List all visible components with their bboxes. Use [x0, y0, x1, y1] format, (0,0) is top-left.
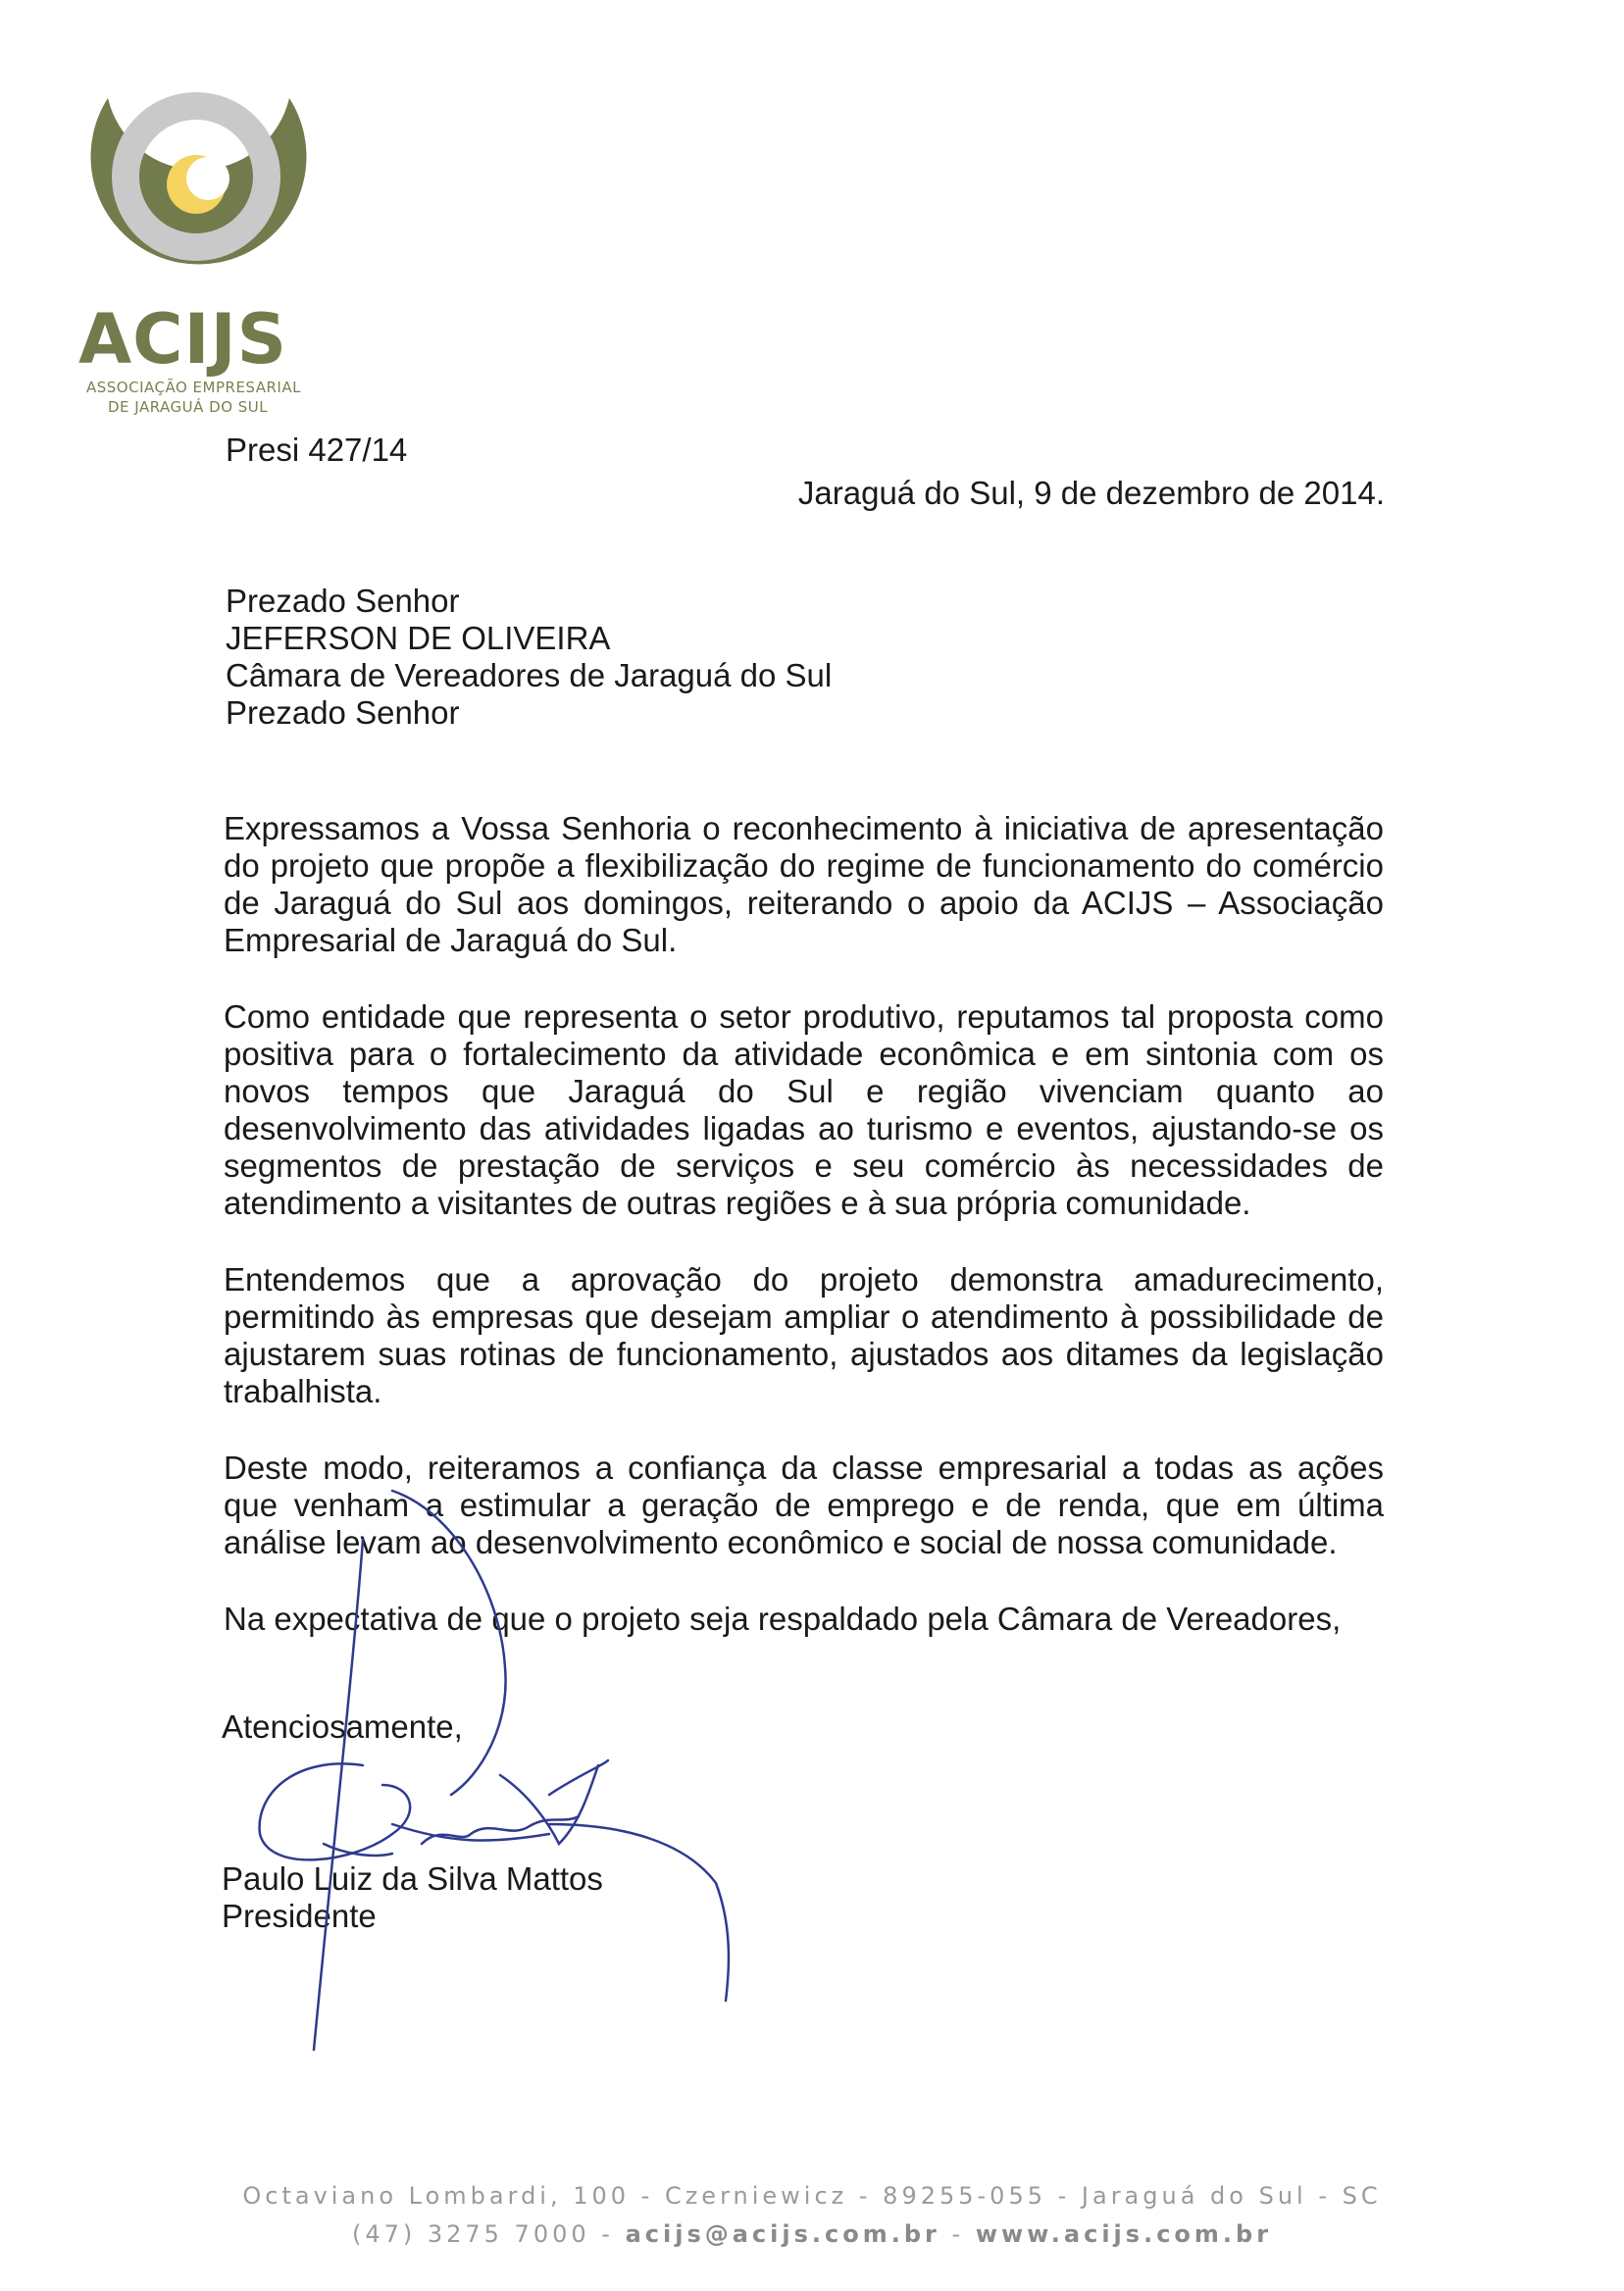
footer-address: Octaviano Lombardi, 100 - Czerniewicz - 89255-055 - Jaraguá do Sul - SC — [242, 2182, 1382, 2210]
signatory-title: Presidente — [222, 1898, 377, 1934]
body-paragraph: Entendemos que a aprovação do projeto demonstra amadurecimento, permitindo às empresas que desejam ampliar o atendimento à possibilidade de ajustarem suas rotinas de funcionamento, ajustados aos ditames da legislação trabalhista. — [224, 1261, 1384, 1409]
signatory-name: Paulo Luiz da Silva Mattos — [222, 1860, 603, 1897]
footer-contact — [0, 2220, 1624, 2248]
acijs-logo — [69, 69, 314, 422]
footer-phone: (47) 3275 7000 - — [351, 2220, 614, 2248]
recipient-name: JEFERSON DE OLIVEIRA — [226, 620, 611, 656]
acijs-emblem-icon — [69, 69, 314, 304]
footer-separator: - — [951, 2220, 965, 2248]
letter-body — [224, 810, 1384, 1677]
recipient-salutation: Prezado Senhor — [226, 583, 460, 619]
body-paragraph: Expressamos a Vossa Senhoria o reconhecimento à iniciativa de apresentação do projeto que propõe a flexibilização do regime de funcionamento do comércio de Jaraguá do Sul aos domingos, reiterando o apoio da ACIJS – Associação Empresarial de Jaraguá do Sul. — [224, 810, 1384, 958]
footer-email[interactable]: acijs@acijs.com.br — [625, 2220, 940, 2248]
logo-subtitle-line1: ASSOCIAÇÃO EMPRESARIAL — [86, 379, 301, 396]
recipient-greeting: Prezado Senhor — [226, 694, 460, 731]
recipient-block — [226, 583, 832, 732]
letter-date: Jaraguá do Sul, 9 de dezembro de 2014. — [797, 475, 1385, 511]
logo-subtitle-line2: DE JARAGUÁ DO SUL — [108, 398, 269, 416]
body-paragraph: Na expectativa de que o projeto seja respaldado pela Câmara de Vereadores, — [224, 1601, 1342, 1637]
recipient-organization: Câmara de Vereadores de Jaraguá do Sul — [226, 657, 833, 693]
reference-number: Presi 427/14 — [226, 432, 408, 468]
closing: Atenciosamente, — [222, 1708, 463, 1745]
footer-website[interactable]: www.acijs.com.br — [975, 2220, 1273, 2248]
body-paragraph: Deste modo, reiteramos a confiança da classe empresarial a todas as ações que venham a estimular a geração de emprego e de renda, que em última análise levam ao desenvolvimento econômico e social de nossa comunidade. — [224, 1450, 1384, 1560]
logo-wordmark: ACIJS — [78, 299, 288, 380]
body-paragraph: Como entidade que representa o setor produtivo, reputamos tal proposta como positiva para o fortalecimento da atividade econômica e em sintonia com os novos tempos que Jaraguá do Sul e região vivenciam quanto ao desenvolvimento das atividades ligadas ao turismo e eventos, ajustando-se os segmentos de prestação de serviços e seu comércio às necessidades de atendimento a visitantes de outras regiões e à sua própria comunidade. — [224, 998, 1384, 1221]
